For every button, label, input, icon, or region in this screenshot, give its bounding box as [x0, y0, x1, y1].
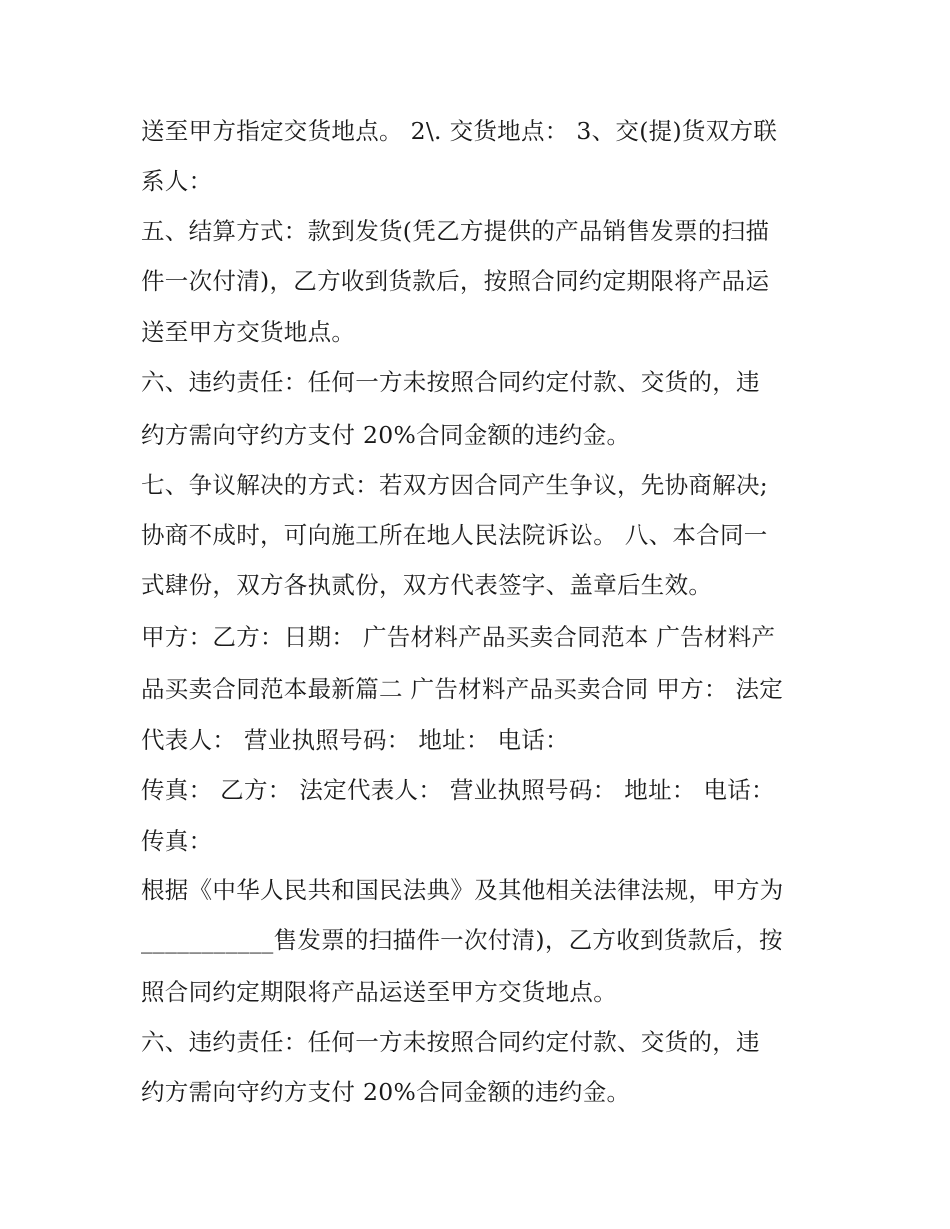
text-line: 根据《中华人民共和国民法典》及其他相关法律法规，甲方为: [141, 876, 784, 904]
text-line: 传真：: [141, 827, 213, 855]
text-line: 五、结算方式：款到发货(凭乙方提供的产品销售发票的扫描: [141, 217, 770, 245]
text-line: 照合同约定期限将产品运送至甲方交货地点。: [141, 978, 617, 1006]
text-line: 传真： 乙方： 法定代表人： 营业执照号码： 地址： 电话：: [141, 776, 775, 804]
text-line: 六、违约责任：任何一方未按照合同约定付款、交货的，违: [141, 368, 760, 396]
text-line: 送至甲方交货地点。: [141, 318, 356, 346]
text-line: 品买卖合同范本最新篇二 广告材料产品买卖合同 甲方： 法定: [141, 675, 784, 703]
text-line: 送至甲方指定交货地点。 2\. 交货地点： 3、交(提)货双方联: [141, 117, 778, 145]
text-line: 式肆份，双方各执贰份，双方代表签字、盖章后生效。: [141, 571, 713, 599]
text-line: 协商不成时，可向施工所在地人民法院诉讼。 八、本合同一: [141, 521, 768, 549]
text-line: 七、争议解决的方式：若双方因合同产生争议，先协商解决;: [141, 471, 769, 499]
text-line: 系人：: [141, 167, 213, 195]
text-line: 代表人： 营业执照号码： 地址： 电话：: [141, 726, 569, 754]
text-line: ___________售发票的扫描件一次付清)，乙方收到货款后，按: [141, 926, 783, 954]
text-line: 甲方：乙方：日期： 广告材料产品买卖合同范本 广告材料产: [141, 623, 776, 651]
text-line: 约方需向守约方支付 20%合同金额的违约金。: [141, 1078, 631, 1106]
text-line: 约方需向守约方支付 20%合同金额的违约金。: [141, 421, 631, 449]
text-line: 六、违约责任：任何一方未按照合同约定付款、交货的，违: [141, 1028, 760, 1056]
text-line: 件一次付清)，乙方收到货款后，按照合同约定期限将产品运: [141, 267, 770, 295]
